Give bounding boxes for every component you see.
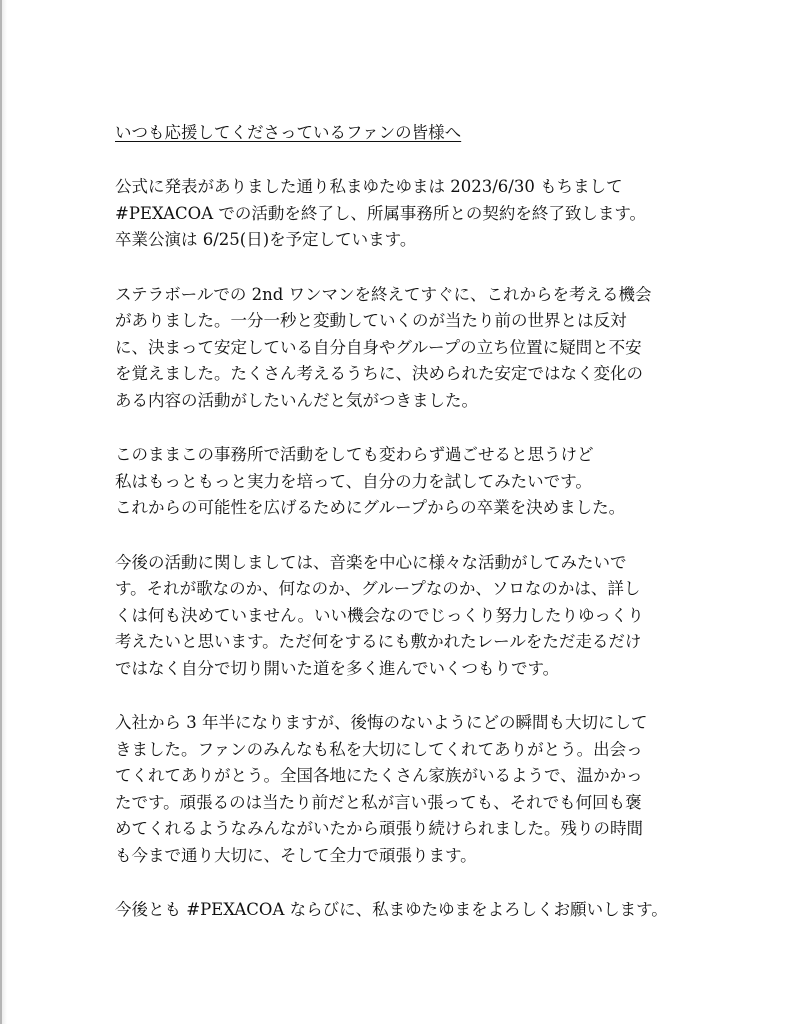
text-line: ある内容の活動がしたいんだと気がつきました。 [115,390,478,410]
text-line: このままこの事務所で活動をしても変わらず過ごせると思うけど [115,445,594,464]
text-line: 卒業公演は 6/25(日)を予定しています。 [115,230,417,249]
paragraph-gratitude [115,710,675,869]
text-line: 私はもっともっと実力を培って、自分の力を試してみたいです。 [115,471,592,491]
text-line: くは何も決めていません。いい機会なのでじっくり努力したりゆっくり [115,605,644,625]
paragraph-closing [115,897,675,924]
text-line: 公式に発表がありました通り私まゆたゆまは 2023/6/30 もちまして [115,177,623,196]
page-left-shadow [2,0,7,1024]
text-line: がありました。一分一秒と変動していくのが当たり前の世界とは反対 [115,311,627,330]
text-line: 考えたいと思います。ただ何をするにも敷かれたレールをただ走るだけ [115,632,642,651]
text-line: に、決まって安定している自分自身やグループの立ち位置に疑問と不安 [115,337,642,357]
letter-body [115,120,675,924]
text-line: ではなく自分で切り開いた道を多く進んでいくつもりです。 [115,658,560,678]
paragraph-decision [115,442,675,522]
text-line: これからの可能性を広げるためにグループからの卒業を決めました。 [115,498,626,517]
paragraph-announcement [115,174,675,254]
text-line: たです。頑張るのは当たり前だと私が言い張っても、それでも何回も褒 [115,792,642,812]
text-line: 入社から 3 年半になりますが、後悔のないようにどの瞬間も大切にして [115,713,648,732]
text-line: ステラボールでの 2nd ワンマンを終えてすぐに、これからを考える機会 [115,284,652,304]
text-line: てくれてありがとう。全国各地にたくさん家族がいるようで、温かかっ [115,766,643,785]
text-line: す。それが歌なのか、何なのか、グループなのか、ソロなのかは、詳し [115,579,641,598]
text-line: #PEXACOA での活動を終了し、所属事務所との契約を終了致します。 [115,203,647,223]
letter-title: いつも応援してくださっているファンの皆様へ [115,123,462,142]
text-line: も今まで通り大切に、そして全力で頑張ります。 [115,845,477,865]
text-line: 今後とも #PEXACOA ならびに、私まゆたゆまをよろしくお願いします。 [115,900,668,919]
paragraph-future-plans [115,550,675,683]
text-line: を覚えました。たくさん考えるうちに、決められた安定ではなく変化の [115,364,643,383]
paragraph-reason [115,282,675,415]
text-line: めてくれるようなみんながいたから頑張り続けられました。残りの時間 [115,819,643,838]
text-line: 今後の活動に関しましては、音楽を中心に様々な活動がしてみたいで [115,552,627,572]
text-line: きました。ファンのみんなも私を大切にしてくれてありがとう。出会っ [115,739,643,759]
